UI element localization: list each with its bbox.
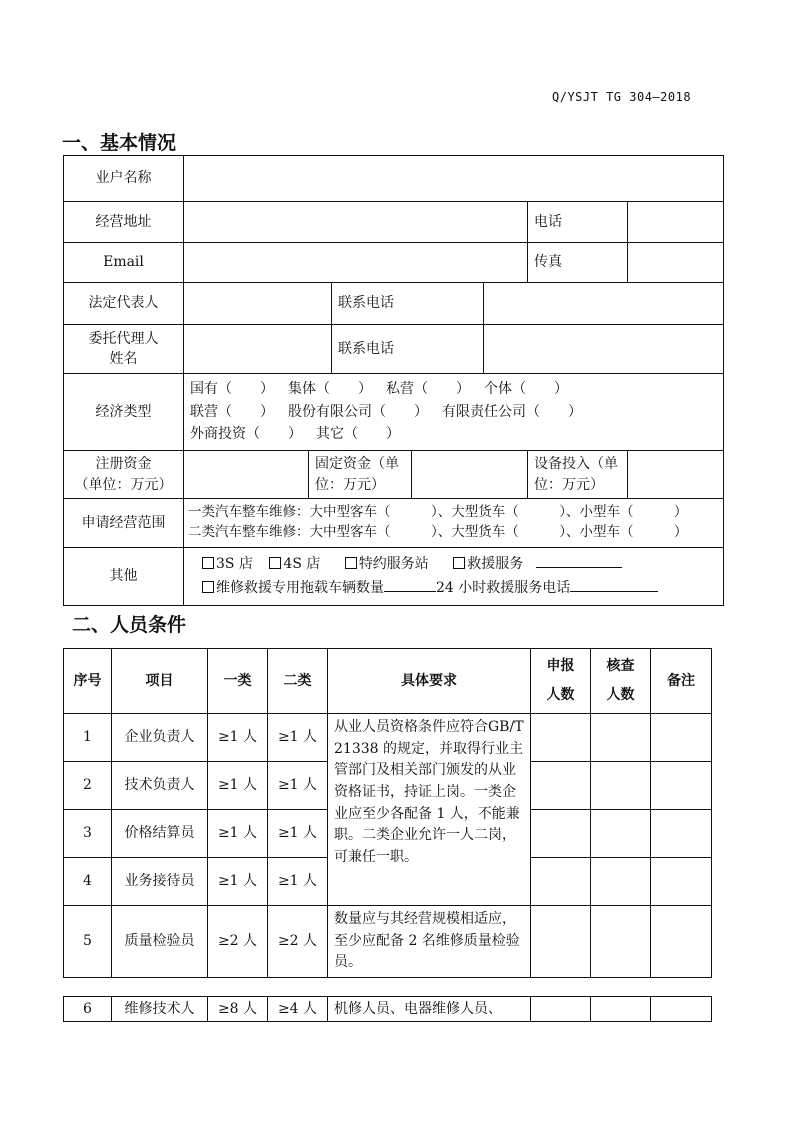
row-verified[interactable] — [591, 858, 651, 906]
row-remark[interactable] — [651, 810, 712, 858]
row-item: 企业负责人 — [112, 714, 208, 762]
row-class2: ≥2 人 — [268, 906, 328, 978]
option-rescue[interactable] — [453, 556, 523, 572]
econ-type-line-3 — [190, 423, 717, 445]
agent-phone-field[interactable] — [484, 325, 724, 374]
row-class2: ≥4 人 — [268, 997, 328, 1022]
checkbox-3s[interactable] — [202, 557, 214, 569]
row-class1: ≥1 人 — [208, 762, 268, 810]
address-label: 经营地址 — [64, 202, 184, 243]
fixed-assets-label-line1: 固定资金（单 — [315, 456, 399, 473]
option-4s-label: 4S 店 — [283, 555, 321, 572]
fax-label: 传真 — [528, 243, 628, 283]
row-class2: ≥1 人 — [268, 762, 328, 810]
legal-rep-phone-label: 联系电话 — [332, 283, 484, 325]
row-declared[interactable] — [531, 997, 591, 1022]
address-field[interactable] — [184, 202, 528, 243]
other-line-2 — [202, 577, 717, 601]
scope-label: 申请经营范围 — [64, 499, 184, 548]
phone-label: 电话 — [528, 202, 628, 243]
other-options[interactable] — [184, 548, 724, 606]
header-declared-line1: 申报 — [546, 657, 575, 674]
standard-number: Q/YSJT TG 304—2018 — [552, 90, 692, 104]
scope-line-1: 一类汽车整车维修：大中型客车（ ）、大型货车（ ）、小型车（ ） — [188, 504, 688, 521]
row-seq: 1 — [64, 714, 112, 762]
row-seq: 3 — [64, 810, 112, 858]
row-class2: ≥1 人 — [268, 714, 328, 762]
option-3s-label: 3S 店 — [216, 555, 253, 572]
agent-phone-label: 联系电话 — [332, 325, 484, 374]
econ-option-joint-stock[interactable]: 股份有限公司（ ） — [288, 403, 428, 420]
econ-option-private[interactable]: 私营（ ） — [386, 381, 470, 398]
econ-option-foreign[interactable]: 外商投资（ ） — [190, 426, 302, 443]
row-item: 业务接待员 — [112, 858, 208, 906]
econ-type-line-1 — [190, 378, 717, 400]
personnel-table-continued — [63, 996, 712, 1022]
row-class1: ≥1 人 — [208, 810, 268, 858]
table-row — [64, 997, 712, 1022]
agent-label — [64, 325, 184, 374]
agent-label-line1: 委托代理人 — [88, 330, 159, 347]
row-remark[interactable] — [651, 997, 712, 1022]
tow-vehicles-label: 维修救援专用拖载车辆数量 — [216, 579, 384, 596]
scope-line-2: 二类汽车整车维修：大中型客车（ ）、大型货车（ ）、小型车（ ） — [188, 524, 688, 540]
row-declared[interactable] — [531, 858, 591, 906]
agent-field[interactable] — [184, 325, 332, 374]
section-2-title: 二、人员条件 — [72, 614, 187, 636]
phone-field[interactable] — [628, 202, 724, 243]
row-class2: ≥1 人 — [268, 858, 328, 906]
econ-option-collective[interactable]: 集体（ ） — [288, 381, 372, 398]
row-remark[interactable] — [651, 858, 712, 906]
row-verified[interactable] — [591, 997, 651, 1022]
row-remark[interactable] — [651, 714, 712, 762]
row-item: 技术负责人 — [112, 762, 208, 810]
row-class1: ≥8 人 — [208, 997, 268, 1022]
row-class1: ≥2 人 — [208, 906, 268, 978]
header-item: 项目 — [112, 649, 208, 714]
checkbox-4s[interactable] — [269, 557, 281, 569]
row-verified[interactable] — [591, 906, 651, 978]
option-rescue-label: 救援服务 — [467, 555, 524, 572]
header-declared-line2: 人数 — [546, 687, 575, 703]
econ-option-joint[interactable]: 联营（ ） — [190, 403, 274, 420]
business-name-label: 业户名称 — [64, 156, 184, 202]
econ-option-individual[interactable]: 个体（ ） — [484, 381, 568, 398]
reg-capital-label-line2: （单位：万元） — [74, 476, 173, 493]
reg-capital-field[interactable] — [184, 451, 309, 499]
header-requirements: 具体要求 — [328, 649, 531, 714]
header-class2: 二类 — [268, 649, 328, 714]
section-1-title: 一、基本情况 — [62, 132, 177, 154]
header-remark: 备注 — [651, 649, 712, 714]
header-verified-count — [591, 649, 651, 714]
equipment-label-line1: 设备投入（单 — [534, 456, 618, 473]
header-verified-line1: 核查 — [606, 657, 635, 674]
checkbox-rescue[interactable] — [453, 557, 465, 569]
row-item: 价格结算员 — [112, 810, 208, 858]
basic-info-table — [63, 155, 724, 606]
row-declared[interactable] — [531, 810, 591, 858]
checkbox-authorized-service[interactable] — [345, 557, 357, 569]
scope-options[interactable] — [184, 499, 724, 548]
row-declared[interactable] — [531, 762, 591, 810]
row-verified[interactable] — [591, 714, 651, 762]
row-class1: ≥1 人 — [208, 858, 268, 906]
option-authorized-service[interactable] — [345, 556, 429, 572]
hotline-label: 24 小时救援服务电话 — [436, 579, 571, 596]
equipment-field[interactable] — [628, 451, 724, 499]
row-class1: ≥1 人 — [208, 714, 268, 762]
header-seq: 序号 — [64, 649, 112, 714]
row-seq: 2 — [64, 762, 112, 810]
econ-type-options[interactable] — [184, 374, 724, 451]
row-seq: 4 — [64, 858, 112, 906]
row-remark[interactable] — [651, 762, 712, 810]
tow-vehicles-blank[interactable] — [384, 579, 436, 592]
row-item: 质量检验员 — [112, 906, 208, 978]
rescue-blank[interactable] — [536, 555, 622, 568]
fixed-assets-label-line2: 位：万元） — [315, 476, 385, 493]
econ-option-state[interactable]: 国有（ ） — [190, 381, 274, 398]
row-requirements-1-4: 从业人员资格条件应符合GB/T 21338 的规定，并取得行业主管部门及相关部门颁发的从业资格证书，持证上岗。一类企业应至少各配备 1 人，不能兼职。二类企业允许一人二岗，可兼任一职。 — [328, 714, 531, 906]
table-row — [64, 906, 712, 978]
header-declared-count — [531, 649, 591, 714]
reg-capital-label-line1: 注册资金 — [95, 456, 152, 473]
legal-rep-label: 法定代表人 — [64, 283, 184, 325]
econ-type-line-2 — [190, 401, 717, 423]
option-authorized-service-label: 特约服务站 — [358, 555, 429, 572]
row-verified[interactable] — [591, 762, 651, 810]
row-seq: 5 — [64, 906, 112, 978]
agent-label-line2: 姓名 — [109, 351, 138, 367]
row-verified[interactable] — [591, 810, 651, 858]
business-name-field[interactable] — [184, 156, 724, 202]
row-requirements-5: 数量应与其经营规模相适应，至少应配备 2 名维修质量检验员。 — [328, 906, 531, 978]
legal-rep-phone-field[interactable] — [484, 283, 724, 325]
table-row — [64, 714, 712, 762]
row-class2: ≥1 人 — [268, 810, 328, 858]
fixed-assets-field[interactable] — [412, 451, 528, 499]
checkbox-tow-vehicles[interactable] — [202, 581, 214, 593]
other-label: 其他 — [64, 548, 184, 606]
option-3s[interactable] — [202, 556, 253, 572]
row-remark[interactable] — [651, 906, 712, 978]
reg-capital-label — [64, 451, 184, 499]
row-declared[interactable] — [531, 906, 591, 978]
email-label: Email — [64, 243, 184, 283]
equipment-label-line2: 位：万元） — [534, 476, 604, 493]
econ-option-llc[interactable]: 有限责任公司（ ） — [442, 403, 582, 420]
personnel-table — [63, 648, 712, 978]
fax-field[interactable] — [628, 243, 724, 283]
legal-rep-field[interactable] — [184, 283, 332, 325]
econ-type-label: 经济类型 — [64, 374, 184, 451]
row-item: 维修技术人 — [112, 997, 208, 1022]
other-line-1 — [202, 553, 717, 577]
row-seq: 6 — [64, 997, 112, 1022]
econ-option-other[interactable]: 其它（ ） — [316, 426, 400, 443]
hotline-blank[interactable] — [570, 579, 658, 592]
header-class1: 一类 — [208, 649, 268, 714]
equipment-label — [528, 451, 628, 499]
row-declared[interactable] — [531, 714, 591, 762]
email-field[interactable] — [184, 243, 528, 283]
fixed-assets-label — [309, 451, 412, 499]
header-verified-line2: 人数 — [606, 687, 635, 703]
row-requirements-6: 机修人员、电器维修人员、 — [328, 997, 531, 1022]
option-4s[interactable] — [269, 556, 320, 572]
